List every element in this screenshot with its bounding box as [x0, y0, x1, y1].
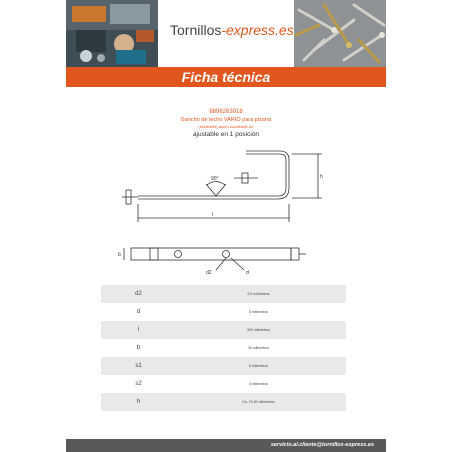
footer-bar: [66, 439, 386, 452]
hook-side-outline: [138, 154, 286, 196]
brand-logo: Tornillos-express.es: [170, 22, 294, 38]
end-plate-top: [150, 248, 158, 260]
spec-table: [101, 285, 346, 411]
section-title-bar: [66, 67, 386, 87]
technical-drawing: [66, 140, 386, 280]
hole-top-2: [223, 251, 230, 258]
hole-top-1: [175, 251, 182, 258]
table-row: s1 8 milímetros: [101, 357, 346, 375]
product-name: Gancho de techo VARIO para pizarra: [180, 117, 272, 123]
hook-top-outline: [131, 248, 291, 260]
footer-email[interactable]: servicio.al.cliente@tornillos-express.es: [270, 442, 374, 448]
header-banner: [66, 0, 386, 67]
product-adjust: ajustable en 1 posición: [192, 131, 260, 138]
table-row: d 8 milímetros: [136, 309, 269, 315]
drawing-svg: [66, 140, 386, 280]
table-row: b 20 milímetros: [136, 345, 269, 351]
product-code: 8896263018: [209, 109, 243, 115]
angle-label: 90°: [211, 176, 219, 182]
table-row: d2 5,5 milímetros: [101, 285, 346, 303]
table-row: l 303 milímetros: [101, 321, 346, 339]
table-row: h Ca. 70-90 milímetros: [101, 393, 346, 411]
section-title: Ficha técnica: [181, 69, 271, 85]
dim-d2-label: d2: [206, 270, 212, 276]
end-fitting-top: [291, 248, 299, 260]
angle-arc: [207, 182, 225, 186]
table-row: s2 4 milímetros: [135, 381, 269, 387]
angle-wedge: [206, 184, 226, 196]
datasheet-page: [66, 0, 386, 452]
dim-h-label: h: [320, 174, 323, 180]
hook-side-outline-inner: [138, 151, 289, 199]
dim-d-label: d: [246, 270, 249, 276]
product-material: (sticilbebit) acero inoxidable A2: [198, 124, 254, 129]
workbench-photo: [66, 0, 158, 67]
product-titles: [66, 108, 386, 140]
dim-l-label: l: [212, 212, 214, 218]
screws-photo: [294, 0, 386, 67]
dim-b-label: b: [118, 252, 121, 258]
